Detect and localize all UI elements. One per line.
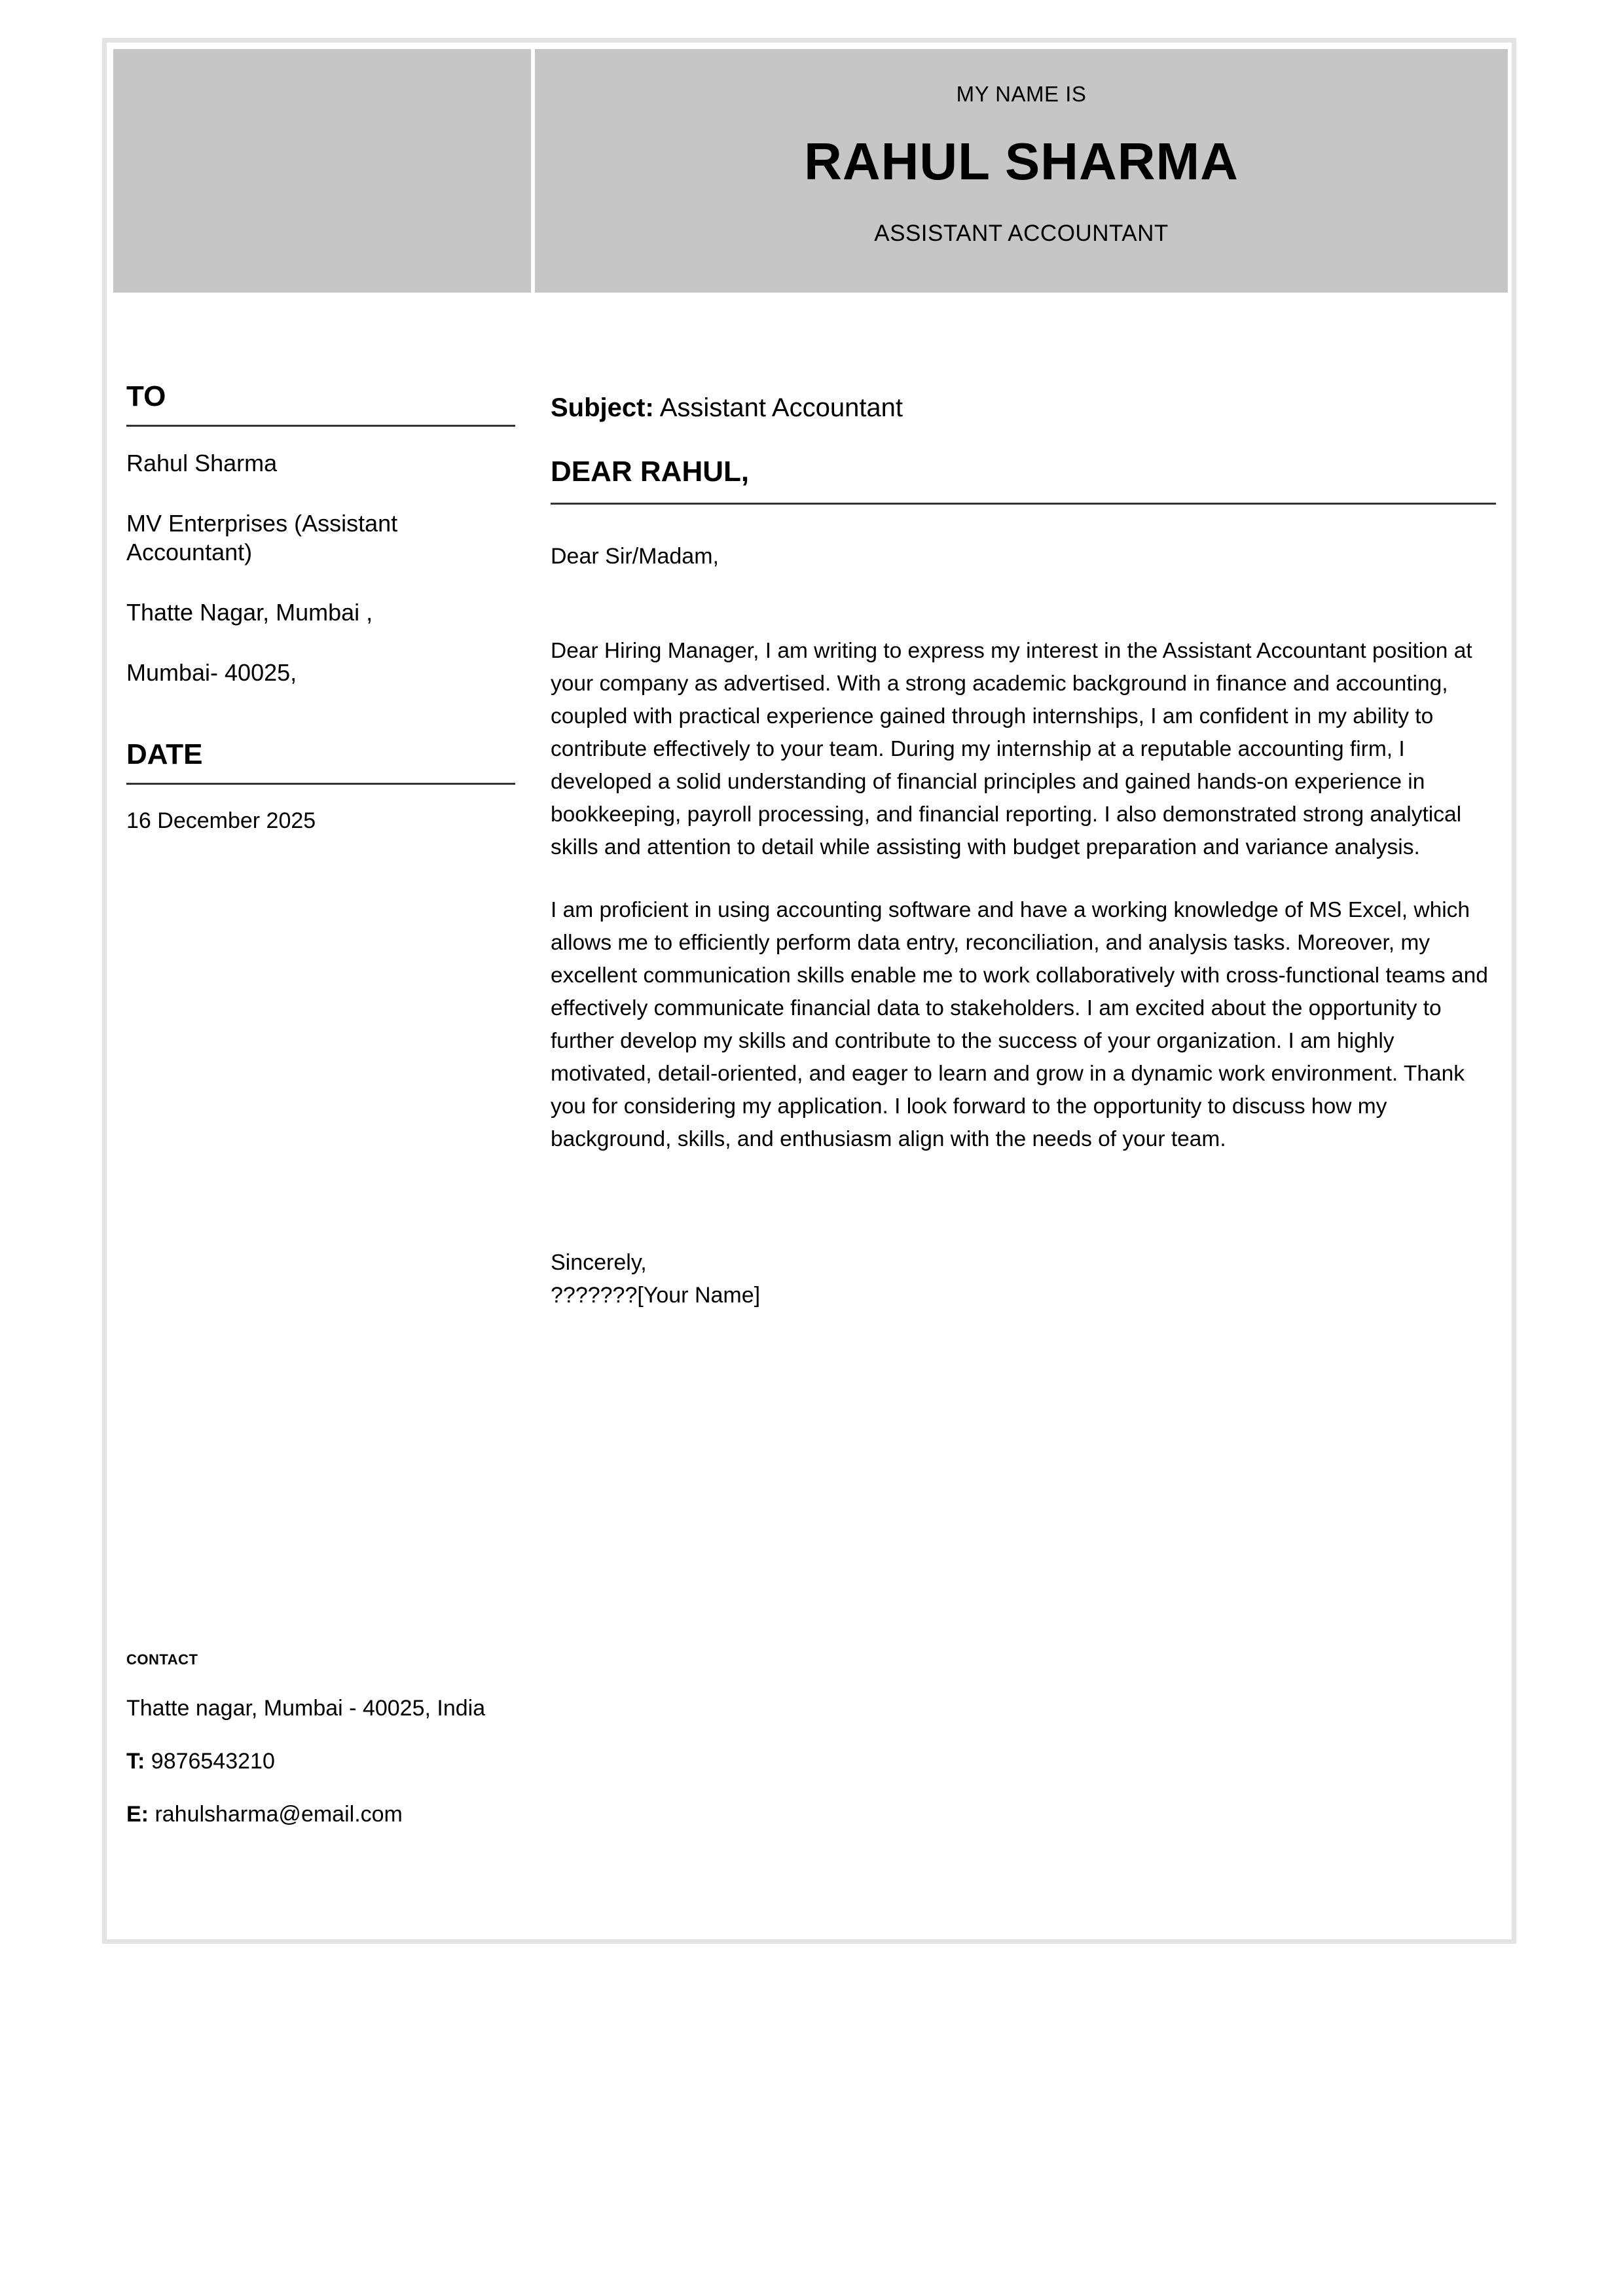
recipient-address-line: Thatte Nagar, Mumbai , bbox=[126, 599, 373, 626]
contact-email bbox=[126, 1802, 519, 1827]
signature: ???????[Your Name] bbox=[551, 1283, 761, 1308]
email-value: rahulsharma@email.com bbox=[155, 1802, 403, 1827]
phone-value: 9876543210 bbox=[151, 1749, 275, 1774]
date-heading: DATE bbox=[126, 738, 515, 785]
subject-value: Assistant Accountant bbox=[659, 393, 903, 422]
email-label: E: bbox=[126, 1802, 149, 1827]
salutation: Dear Sir/Madam, bbox=[551, 544, 719, 569]
to-heading: TO bbox=[126, 380, 515, 427]
subject-label: Subject: bbox=[551, 393, 654, 422]
body-paragraph: I am proficient in using accounting software and have a working knowledge of MS Excel, which allows me to efficiently perform data entry, reconciliation, and analysis tasks. Moreover, my excellent communication skills enable me to work collaboratively with cross-functional teams and effectively communicate financial data to stakeholders. I am excited about the opportunity to further develop my skills and contribute to the success of your organization. I am highly motivated, detail-oriented, and eager to learn and grow in a dynamic work environment. Thank you for considering my application. I look forward to the opportunity to discuss how my background, skills, and enthusiasm align with the needs of your team. bbox=[551, 898, 1488, 1151]
date-value: 16 December 2025 bbox=[126, 808, 316, 833]
phone-label: T: bbox=[126, 1749, 145, 1774]
closing-block bbox=[551, 1246, 1496, 1312]
left-column bbox=[126, 380, 515, 834]
contact-heading: CONTACT bbox=[126, 1651, 198, 1668]
contact-address: Thatte nagar, Mumbai - 40025, India bbox=[126, 1696, 486, 1721]
header-job-title: ASSISTANT ACCOUNTANT bbox=[874, 221, 1169, 246]
body-paragraph: Dear Hiring Manager, I am writing to express my interest in the Assistant Accountant position at your company as advertised. With a strong academic background in finance and accounting, coupled with practical experience gained through internships, I am confident in my ability to contribute effectively to your team. During my internship at a reputable accounting firm, I developed a solid understanding of financial principles and gained hands-on experience in bookkeeping, payroll processing, and financial reporting. I also demonstrated strong analytical skills and attention to detail while assisting with budget preparation and variance analysis. bbox=[551, 639, 1472, 859]
greeting-heading: DEAR RAHUL, bbox=[551, 456, 1496, 505]
recipient-company: MV Enterprises (Assistant Accountant) bbox=[126, 510, 398, 565]
closing-text: Sincerely, bbox=[551, 1250, 647, 1275]
contact-block bbox=[126, 1651, 519, 1827]
subject-line bbox=[551, 393, 1496, 423]
header-intro: MY NAME IS bbox=[956, 82, 1087, 106]
header-banner bbox=[535, 49, 1508, 293]
photo-placeholder bbox=[113, 49, 531, 293]
header-name: RAHUL SHARMA bbox=[804, 132, 1239, 190]
recipient-name: Rahul Sharma bbox=[126, 450, 278, 476]
letter-body bbox=[551, 393, 1496, 1312]
letter-frame bbox=[102, 38, 1516, 1944]
recipient-block bbox=[126, 449, 515, 687]
contact-phone bbox=[126, 1749, 519, 1774]
recipient-city-line: Mumbai- 40025, bbox=[126, 659, 297, 686]
